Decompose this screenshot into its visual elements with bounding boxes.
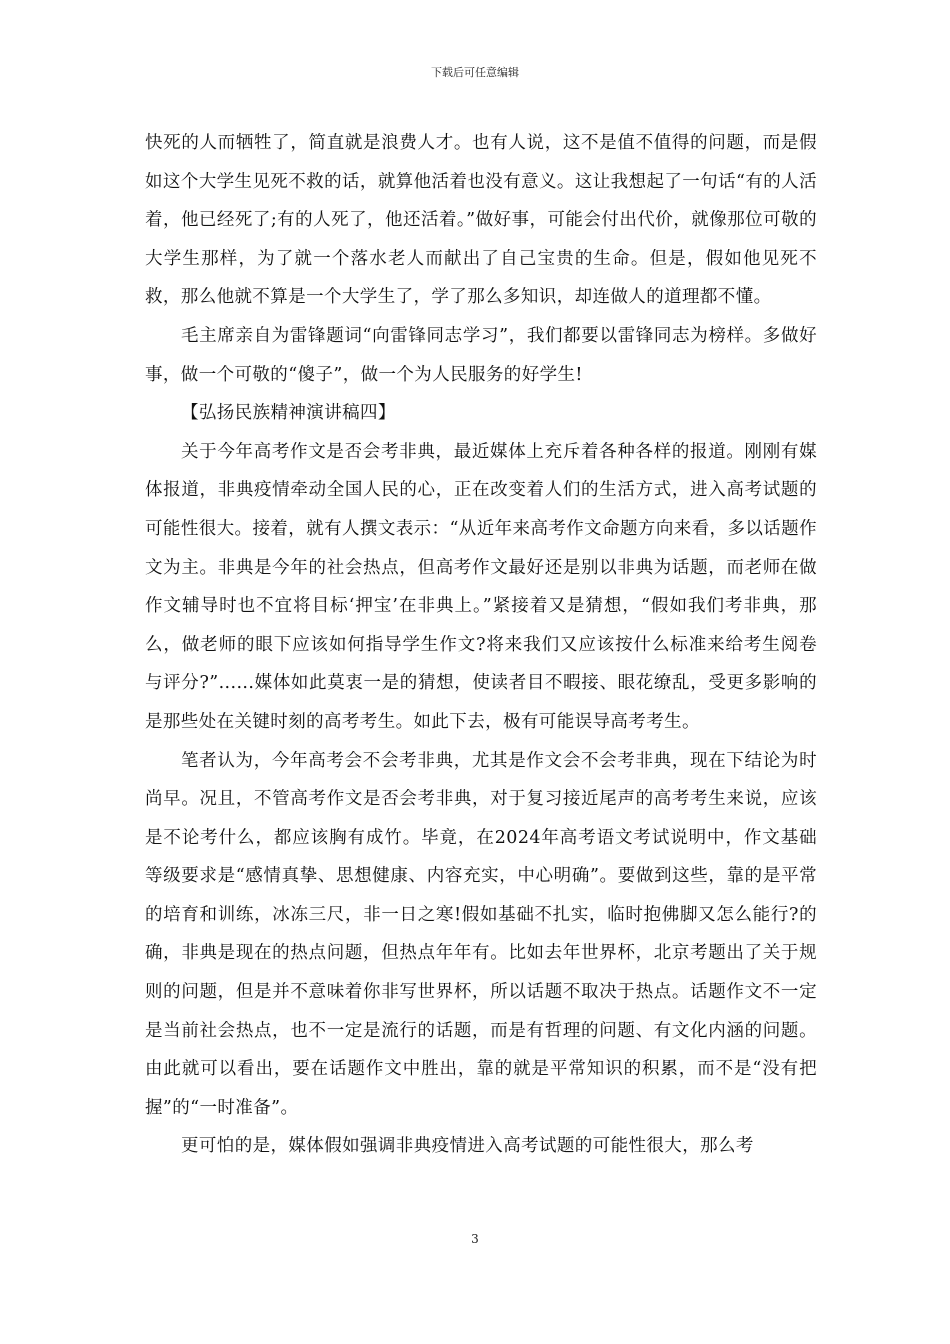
document-body	[145, 124, 817, 1166]
section-heading: 【弘扬民族精神演讲稿四】	[181, 403, 396, 424]
paragraph-3: 关于今年高考作文是否会考非典，最近媒体上充斥着各种各样的报道。刚刚有媒体报道，非典疫情牵动全国人民的心，正在改变着人们的生活方式，进入高考试题的可能性很大。接着，就有人撰文表示：“从近年来高考作文命题方向来看，多以话题作文为主。非典是今年的社会热点，但高考作文最好还是别以非典为话题，而老师在做作文辅导时也不宜将目标‘押宝’在非典上。”紧接着又是猜想，“假如我们考非典，那么，做老师的眼下应该如何指导学生作文?将来我们又应该按什么标准来给考生阅卷与评分?”......媒体如此莫衷一是的猜想，使读者目不暇接、眼花缭乱，受更多影响的是那些处在关键时刻的高考考生。如此下去，极有可能误导高考考生。	[145, 441, 817, 732]
paragraph-4: 笔者认为，今年高考会不会考非典，尤其是作文会不会考非典，现在下结论为时尚早。况且，不管高考作文是否会考非典，对于复习接近尾声的高考考生来说，应该是不论考什么，都应该胸有成竹。毕竟，在2024年高考语文考试说明中，作文基础等级要求是“感情真挚、思想健康、内容充实，中心明确”。要做到这些，靠的是平常的培育和训练，冰冻三尺，非一日之寒!假如基础不扎实，临时抱佛脚又怎么能行?的确，非典是现在的热点问题，但热点年年有。比如去年世界杯，北京考题出了关于规则的问题，但是并不意味着你非写世界杯，所以话题不取决于热点。话题作文不一定是当前社会热点，也不一定是流行的话题，而是有哲理的问题、有文化内涵的问题。由此就可以看出，要在话题作文中胜出，靠的就是平常知识的积累，而不是“没有把握”的“一时准备”。	[145, 750, 817, 1118]
paragraph-1: 快死的人而牺牲了，简直就是浪费人才。也有人说，这不是值不值得的问题，而是假如这个大学生见死不救的话，就算他活着也没有意义。这让我想起了一句话“有的人活着，他已经死了;有的人死了，他还活着。”做好事，可能会付出代价，就像那位可敬的大学生那样，为了就一个落水老人而献出了自己宝贵的生命。但是，假如他见死不救，那么他就不算是一个大学生了，学了那么多知识，却连做人的道理都不懂。	[145, 133, 817, 308]
paragraph-2: 毛主席亲自为雷锋题词“向雷锋同志学习”，我们都要以雷锋同志为榜样。多做好事，做一个可敬的“傻子”，做一个为人民服务的好学生!	[145, 325, 817, 385]
page-header: 下载后可任意编辑	[431, 66, 519, 79]
paragraph-5: 更可怕的是，媒体假如强调非典疫情进入高考试题的可能性很大，那么考	[181, 1136, 754, 1157]
page-number: 3	[471, 1232, 479, 1246]
